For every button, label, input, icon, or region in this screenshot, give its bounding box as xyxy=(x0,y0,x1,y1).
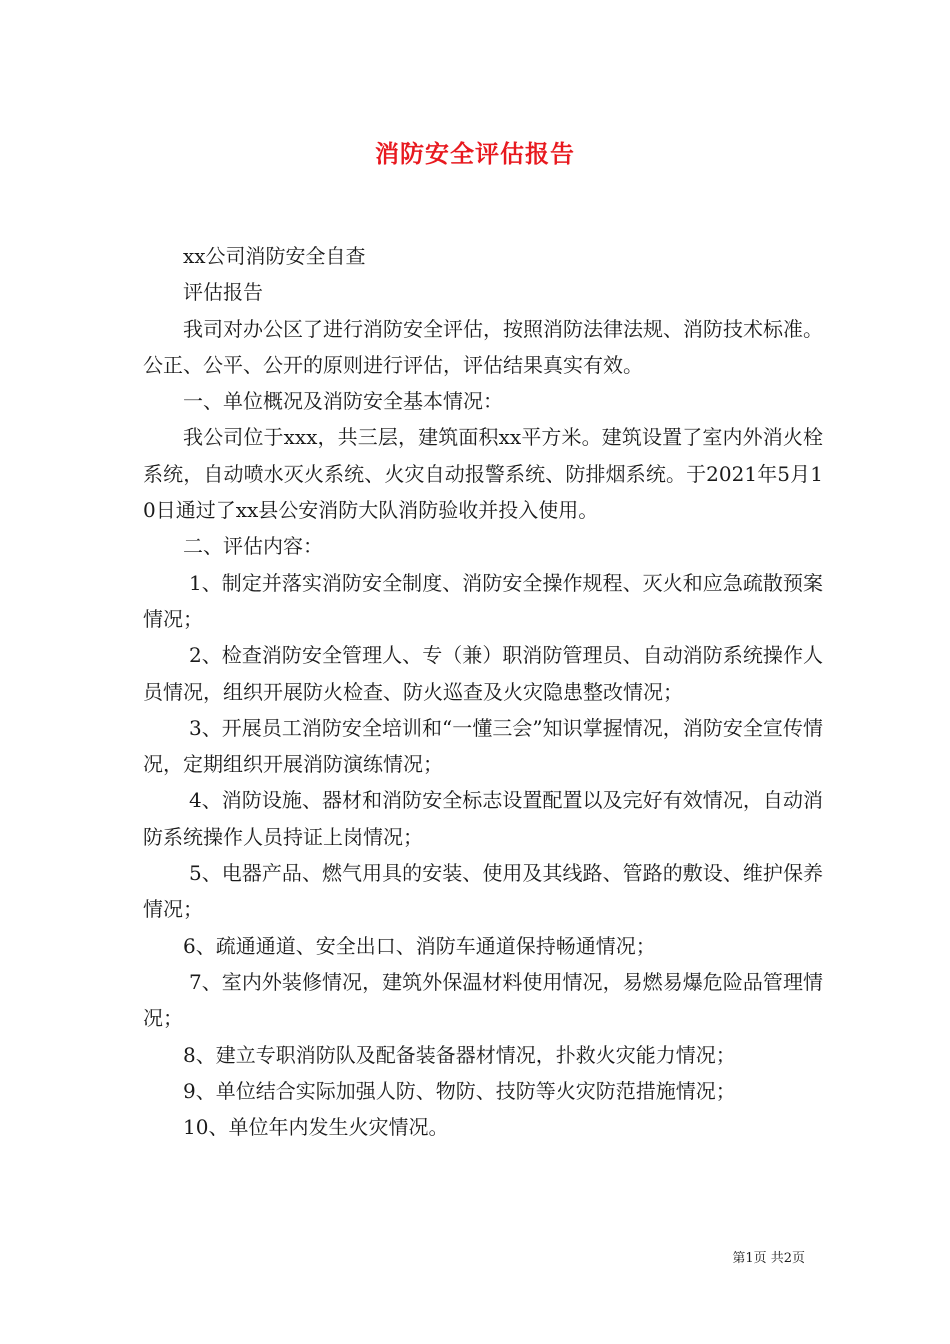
paragraph-section-1-body: 我公司位于xxx，共三层，建筑面积xx平方米。建筑设置了室内外消火栓系统，自动喷水灭火系统、火灾自动报警系统、防排烟系统。于2021年5月10日通过了xx县公安消防大队消防验收并投入使用。 xyxy=(143,425,823,523)
list-item-6: 6、疏通通道、安全出口、消防车通道保持畅通情况； xyxy=(183,933,656,958)
paragraph-section-1-heading: 一、单位概况及消防安全基本情况： xyxy=(183,389,503,414)
paragraph-section-2-heading: 二、评估内容： xyxy=(183,534,323,559)
list-item-3: 3、开展员工消防安全培训和“一懂三会”知识掌握情况，消防安全宣传情况，定期组织开展消防演练情况； xyxy=(143,715,823,777)
document-body xyxy=(143,238,823,1145)
paragraph-intro: 我司对办公区了进行消防安全评估，按照消防法律法规、消防技术标准。公正、公平、公开的原则进行评估，评估结果真实有效。 xyxy=(143,316,823,377)
list-item-9: 9、单位结合实际加强人防、物防、技防等火灾防范措施情况； xyxy=(183,1078,736,1103)
list-item-4: 4、消防设施、器材和消防安全标志设置配置以及完好有效情况，自动消防系统操作人员持证上岗情况； xyxy=(143,788,823,849)
list-item-5: 5、电器产品、燃气用具的安装、使用及其线路、管路的敷设、维护保养情况； xyxy=(143,861,823,922)
list-item-7: 7、室内外装修情况，建筑外保温材料使用情况，易燃易爆危险品管理情况； xyxy=(143,969,823,1031)
list-item-10: 10、单位年内发生火灾情况。 xyxy=(183,1115,449,1140)
document-title: 消防安全评估报告 xyxy=(375,139,575,168)
list-item-2: 2、检查消防安全管理人、专（兼）职消防管理员、自动消防系统操作人员情况，组织开展防火检查、防火巡查及火灾隐患整改情况； xyxy=(143,643,823,704)
list-item-1: 1、制定并落实消防安全制度、消防安全操作规程、灭火和应急疏散预案情况； xyxy=(143,570,823,631)
paragraph-report-heading: 评估报告 xyxy=(183,280,263,305)
page-number-footer: 第1页 共2页 xyxy=(732,1251,805,1266)
paragraph-company-heading: xx公司消防安全自查 xyxy=(183,244,366,268)
list-item-8: 8、建立专职消防队及配备装备器材情况，扑救火灾能力情况； xyxy=(183,1042,736,1067)
